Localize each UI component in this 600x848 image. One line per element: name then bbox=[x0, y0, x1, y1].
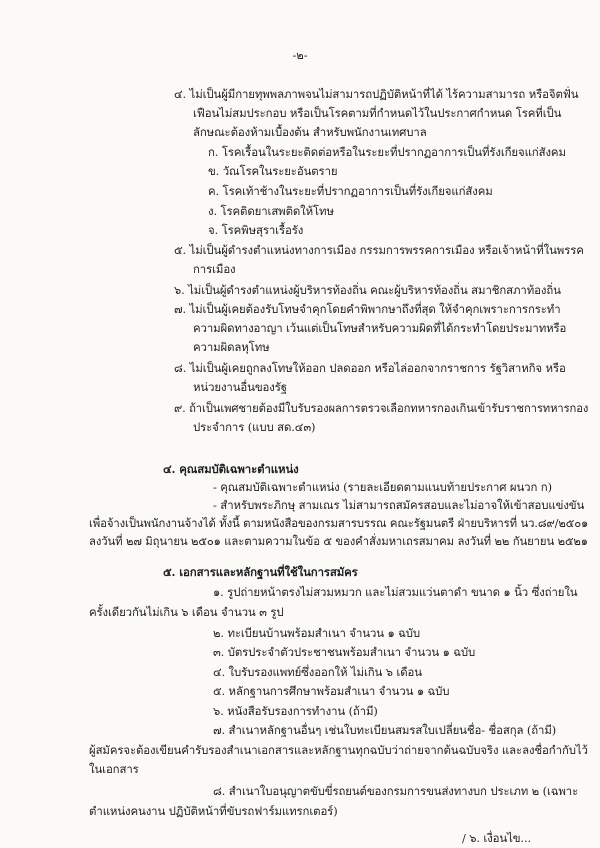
document-item-7: ๗. สำเนาหลักฐานอื่นๆ เช่นใบทะเบียนสมรสใบเปลี่ยนชื่อ- ชื่อสกุล (ถ้ามี) bbox=[213, 723, 557, 737]
certification-note-line-1: ผู้สมัครจะต้องเขียนคำรับรองสำเนาเอกสารและหลักฐานทุกฉบับว่าถ่ายจากต้นฉบับจริง และลงชื่อกำกับไว้ bbox=[89, 743, 588, 757]
section-4-line-2: - สำหรับพระภิกษุ สามเณร ไม่สามารถสมัครสอบและไม่อาจให้เข้าสอบแข่งขัน bbox=[213, 498, 585, 512]
document-item-8-line-1: ๘. สำเนาใบอนุญาตขับขี่รถยนต์ของกรมการขนส่งทางบก ประเภท ๒ (เฉพาะ bbox=[213, 784, 579, 798]
qualification-5-line-1: ๕. ไม่เป็นผู้ดำรงตำแหน่งทางการเมือง กรรมการพรรคการเมือง หรือเจ้าหน้าที่ในพรรค bbox=[174, 243, 584, 257]
section-4-line-3: เพื่อจ้างเป็นพนักงานจ้างได้ ทั้งนี้ ตามหนังสือของกรมสารบรรณ คณะรัฐมนตรี ฝ่ายบริหารที่ นว.๘๙/๒๕๐๑ bbox=[89, 516, 589, 530]
document-item-8-line-2: ตำแหน่งคนงาน ปฏิบัติหน้าที่ขับรถฟาร์มแทรกเตอร์) bbox=[89, 804, 338, 818]
disease-item-d: ง. โรคติดยาเสพติดให้โทษ bbox=[208, 204, 334, 218]
disease-item-c: ค. โรคเท้าช้างในระยะที่ปรากฏอาการเป็นที่รังเกียจแก่สังคม bbox=[208, 184, 493, 198]
document-item-3: ๓. บัตรประจำตัวประชาชนพร้อมสำเนา จำนวน ๑ ฉบับ bbox=[213, 645, 476, 659]
qualification-8-line-1: ๘. ไม่เป็นผู้เคยถูกลงโทษให้ออก ปลดออก หรือไล่ออกจากราชการ รัฐวิสาหกิจ หรือ bbox=[174, 361, 566, 375]
section-4-line-4: ลงวันที่ ๒๗ มิถุนายน ๒๕๐๑ และตามความในข้อ ๕ ของคำสั่งมหาเถรสมาคม ลงวันที่ ๒๒ กันยายน ๒๕๒๑ bbox=[89, 534, 588, 548]
continuation-note: / ๖. เงื่อนไข... bbox=[462, 831, 531, 845]
section-4-line-1: - คุณสมบัติเฉพาะตำแหน่ง (รายละเอียดตามแนบท้ายประกาศ ผนวก ก) bbox=[213, 480, 552, 494]
qualification-7-line-3: ความผิดลหุโทษ bbox=[193, 340, 270, 354]
document-item-1-line-2: ครั้งเดียวกันไม่เกิน ๖ เดือน จำนวน ๓ รูป bbox=[89, 605, 284, 619]
qualification-7-line-1: ๗. ไม่เป็นผู้เคยต้องรับโทษจำคุกโดยคำพิพากษาถึงที่สุด ให้จำคุกเพราะการกระทำ bbox=[174, 302, 561, 316]
qualification-4-line-1: ๔. ไม่เป็นผู้มีกายทุพพลภาพจนไม่สามารถปฏิบัติหน้าที่ได้ ไร้ความสามารถ หรือจิตฟั่น bbox=[174, 87, 579, 101]
qualification-4-line-2: เฟือนไม่สมประกอบ หรือเป็นโรคตามที่กำหนดไว้ในประกาศกำหนด โรคที่เป็น bbox=[193, 106, 562, 120]
certification-note-line-2: ในเอกสาร bbox=[89, 762, 139, 776]
disease-item-e: จ. โรคพิษสุราเรื้อรัง bbox=[208, 223, 304, 237]
qualification-5-line-2: การเมือง bbox=[193, 262, 236, 276]
document-item-6: ๖. หนังสือรับรองการทำงาน (ถ้ามี) bbox=[213, 704, 378, 718]
qualification-9-line-2: ประจำการ (แบบ สด.๔๓) bbox=[193, 420, 316, 434]
qualification-8-line-2: หน่วยงานอื่นของรัฐ bbox=[193, 380, 287, 394]
document-item-4: ๔. ใบรับรองแพทย์ซึ่งออกให้ ไม่เกิน ๖ เดือน bbox=[213, 665, 422, 679]
document-item-5: ๕. หลักฐานการศึกษาพร้อมสำเนา จำนวน ๑ ฉบับ bbox=[213, 684, 450, 698]
disease-item-a: ก. โรคเรื้อนในระยะติดต่อหรือในระยะที่ปรากฏอาการเป็นที่รังเกียจแก่สังคม bbox=[208, 145, 566, 159]
document-item-2: ๒. ทะเบียนบ้านพร้อมสำเนา จำนวน ๑ ฉบับ bbox=[213, 626, 421, 640]
document-item-1-line-1: ๑. รูปถ่ายหน้าตรงไม่สวมหมวก และไม่สวมแว่นตาดำ ขนาด ๑ นิ้ว ซึ่งถ่ายใน bbox=[213, 585, 578, 599]
qualification-9-line-1: ๙. ถ้าเป็นเพศชายต้องมีใบรับรองผลการตรวจเลือกทหารกองเกินเข้ารับราชการทหารกอง bbox=[174, 401, 589, 415]
qualification-4-line-3: ลักษณะต้องห้ามเบื้องต้น สำหรับพนักงานเทศบาล bbox=[193, 125, 427, 139]
page-number: -๒- bbox=[292, 48, 308, 62]
section-5-heading: ๕. เอกสารและหลักฐานที่ใช้ในการสมัคร bbox=[163, 565, 358, 579]
qualification-6: ๖. ไม่เป็นผู้ดำรงตำแหน่งผู้บริหารท้องถิ่น คณะผู้บริหารท้องถิ่น สมาชิกสภาท้องถิ่น bbox=[174, 283, 561, 297]
qualification-7-line-2: ความผิดทางอาญา เว้นแต่เป็นโทษสำหรับความผิดที่ได้กระทำโดยประมาทหรือ bbox=[193, 321, 567, 335]
disease-item-b: ข. วัณโรคในระยะอันตราย bbox=[208, 164, 338, 178]
section-4-heading: ๔. คุณสมบัติเฉพาะตำแหน่ง bbox=[163, 462, 299, 476]
